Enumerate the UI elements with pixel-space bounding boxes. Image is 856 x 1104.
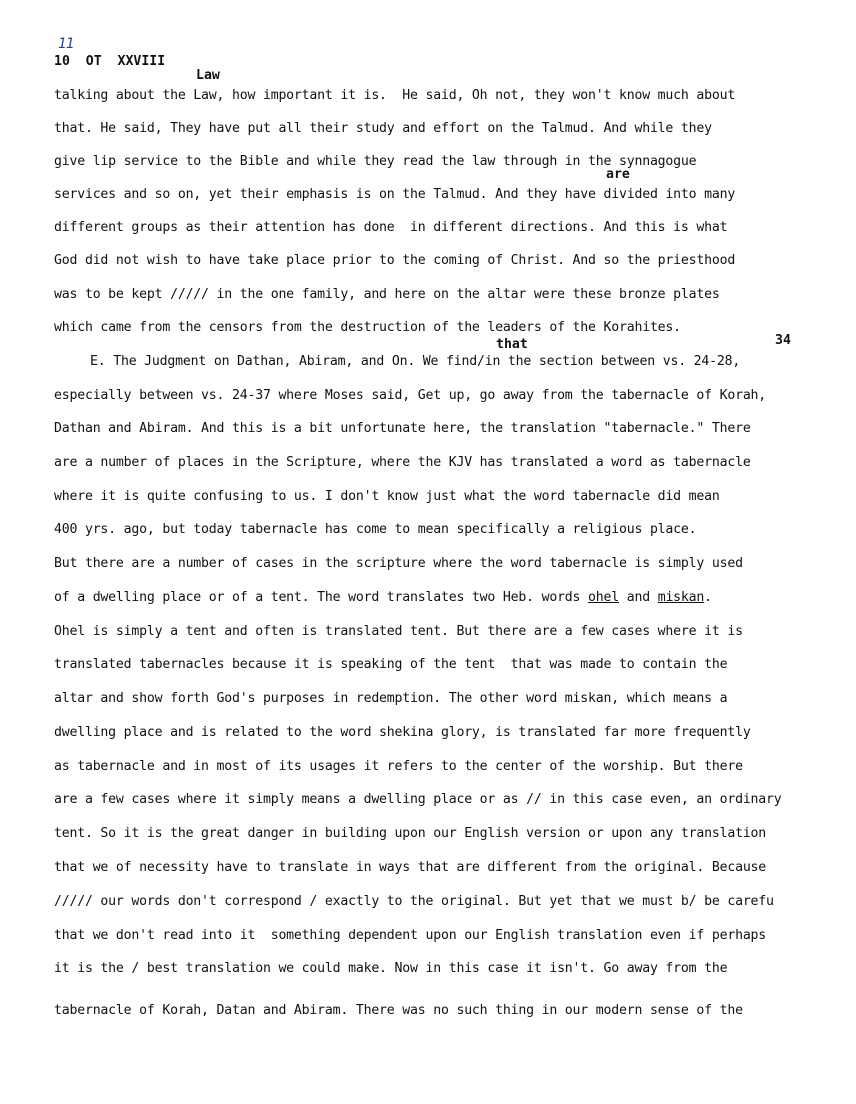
text-line-9: E. The Judgment on Dathan, Abiram, and On. We find/in the section between vs. 24-28, [90,354,741,369]
text-line-14: 400 yrs. ago, but today tabernacle has come to mean specifically a religious place. [54,522,697,537]
text-line-19: altar and show forth God's purposes in redemption. The other word miskan, which means a [54,691,728,706]
text-line-4: services and so on, yet their emphasis is on the Talmud. And they have divided into many [54,187,736,202]
text-line-23: tent. So it is the great danger in building upon our English version or upon any translation [54,826,767,841]
page-header: 10 OT XXVIII [54,54,166,69]
text-line-5: different groups as their attention has done in different directions. And this is what [54,220,728,235]
text-line-18: translated tabernacles because it is speaking of the tent that was made to contain the [54,657,728,672]
insertion-that: that [496,337,528,352]
hebrew-word-ohel: ohel [588,590,619,605]
text-line-10: especially between vs. 24-37 where Moses said, Get up, go away from the tabernacle of Korah, [54,388,767,403]
text-line-22: are a few cases where it simply means a dwelling place or as // in this case even, an ordinary [54,792,782,807]
text-line-20: dwelling place and is related to the word shekina glory, is translated far more frequently [54,725,751,740]
text-line-12: are a number of places in the Scripture, where the KJV has translated a word as tabernacle [54,455,751,470]
text-line-16: of a dwelling place or of a tent. The word translates two Heb. words ohel and miskan. [54,590,712,605]
text-line-11: Dathan and Abiram. And this is a bit unfortunate here, the translation "tabernacle." There [54,421,751,436]
text-line-2: that. He said, They have put all their study and effort on the Talmud. And while they [54,121,712,136]
insertion-ref34: 34 [775,333,791,348]
text-line-15: But there are a number of cases in the scripture where the word tabernacle is simply used [54,556,743,571]
insertion-law: Law [196,68,220,83]
text-line-27: it is the / best translation we could make. Now in this case it isn't. Go away from the [54,961,728,976]
text-line-24: that we of necessity have to translate in ways that are different from the original. Because [54,860,767,875]
hebrew-word-miskan: miskan [657,590,705,605]
handwritten-page-number: 11 [58,36,74,52]
text-line-6: God did not wish to have take place prior to the coming of Christ. And so the priesthood [54,253,736,268]
text-line-3: give lip service to the Bible and while they read the law through in the synnagogue [54,154,697,169]
text-line-28: tabernacle of Korah, Datan and Abiram. There was no such thing in our modern sense of the [54,1003,743,1018]
text-line-25: ///// our words don't correspond / exactly to the original. But yet that we must b/ be carefu [54,894,774,909]
text-line-1: talking about the Law, how important it is. He said, Oh not, they won't know much about [54,88,736,103]
text-line-26: that we don't read into it something dependent upon our English translation even if perhaps [54,928,767,943]
text-line-17: Ohel is simply a tent and often is translated tent. But there are a few cases where it is [54,624,743,639]
text-line-8: which came from the censors from the destruction of the leaders of the Korahites. [54,320,681,335]
text-line-21: as tabernacle and in most of its usages it refers to the center of the worship. But there [54,759,743,774]
text-line-13: where it is quite confusing to us. I don't know just what the word tabernacle did mean [54,489,720,504]
insertion-are: are [606,167,630,182]
text-line-7: was to be kept ///// in the one family, and here on the altar were these bronze plates [54,287,720,302]
